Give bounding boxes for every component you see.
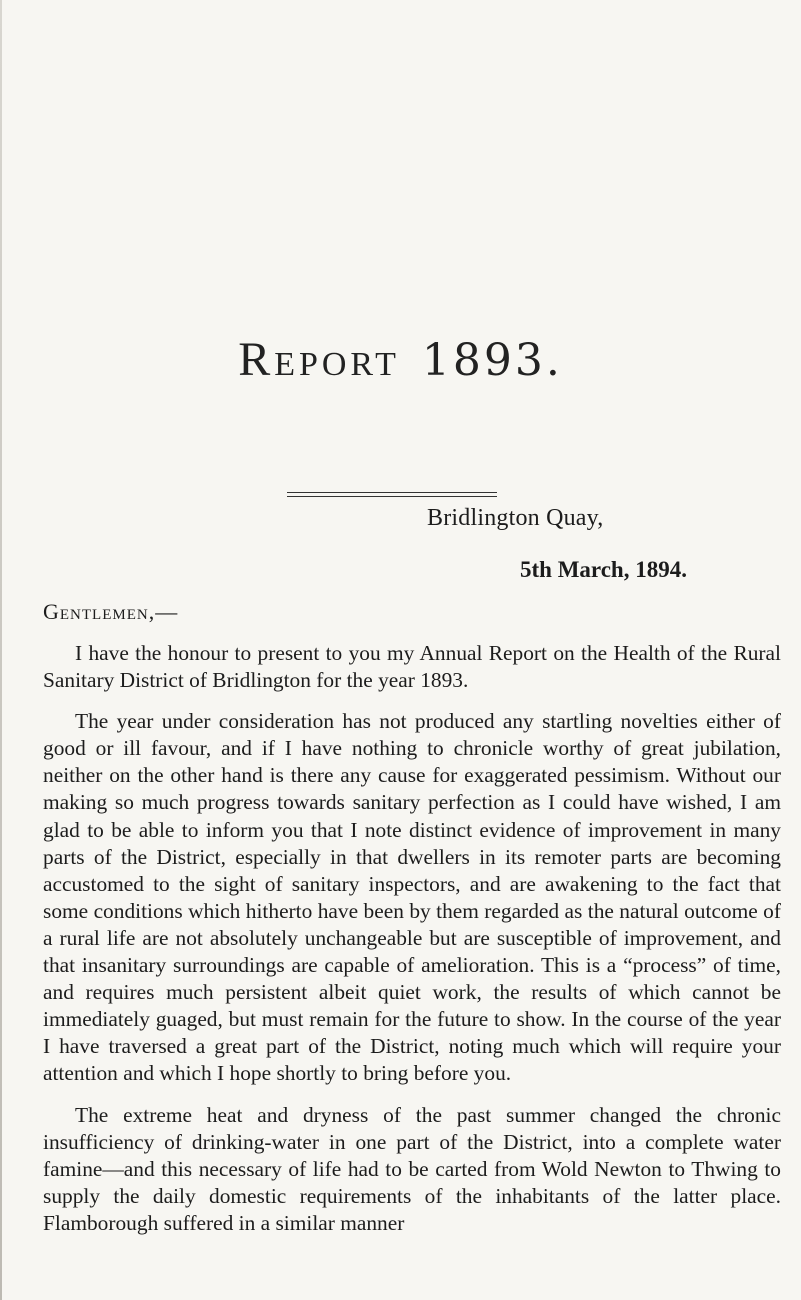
- dateline-date: 5th March, 1894.: [520, 557, 687, 582]
- paragraph-3: The extreme heat and dryness of the past summer changed the chronic insufficiency of drinking-water in one part of the District, into a complete water famine—and this necessary of life had to be carted from Wold Newton to Thwing to supply the daily domestic requirements of the inhabitants of the latter place. Flamborough suffered in a similar manner: [43, 1102, 781, 1235]
- heading-divider: [287, 492, 497, 497]
- report-heading: [0, 332, 801, 387]
- paragraph-1: I have the honour to present to you my Annual Report on the Health of the Rural Sanitary District of Bridlington for the year 1893.: [43, 641, 781, 693]
- paragraph-2: The year under consideration has not produced any startling novelties either of good or ill favour, and if I have nothing to chronicle worthy of great jubilation, neither on the other hand is there any cause for exaggerated pessimism. Without our making so much progress towards sanitary perfection as I could have wished, I am glad to be able to inform you that I note distinct evidence of improvement in many parts of the District, especially in that dwellers in its remoter parts are becoming accustomed to the sight of sanitary inspectors, and are awakening to the fact that some conditions which hitherto have been by them regarded as the natural outcome of a rural life are not absolutely unchangeable but are susceptible of improvement, and that insanitary surroundings are capable of amelioration. This is a “process” of time, and requires much persistent albeit quiet work, the results of which cannot be immediately guaged, but must remain for the future to show. In the course of the year I have traversed a great part of the District, noting much which will require your attention and which I hope shortly to bring before you.: [43, 709, 781, 1086]
- salutation: Gentlemen,—: [43, 599, 179, 624]
- letter-body: [43, 640, 781, 1251]
- heading-title: Report: [238, 333, 400, 386]
- dateline-place: Bridlington Quay,: [427, 505, 604, 531]
- heading-year: 1893.: [421, 335, 563, 386]
- page-edge: [0, 0, 2, 1300]
